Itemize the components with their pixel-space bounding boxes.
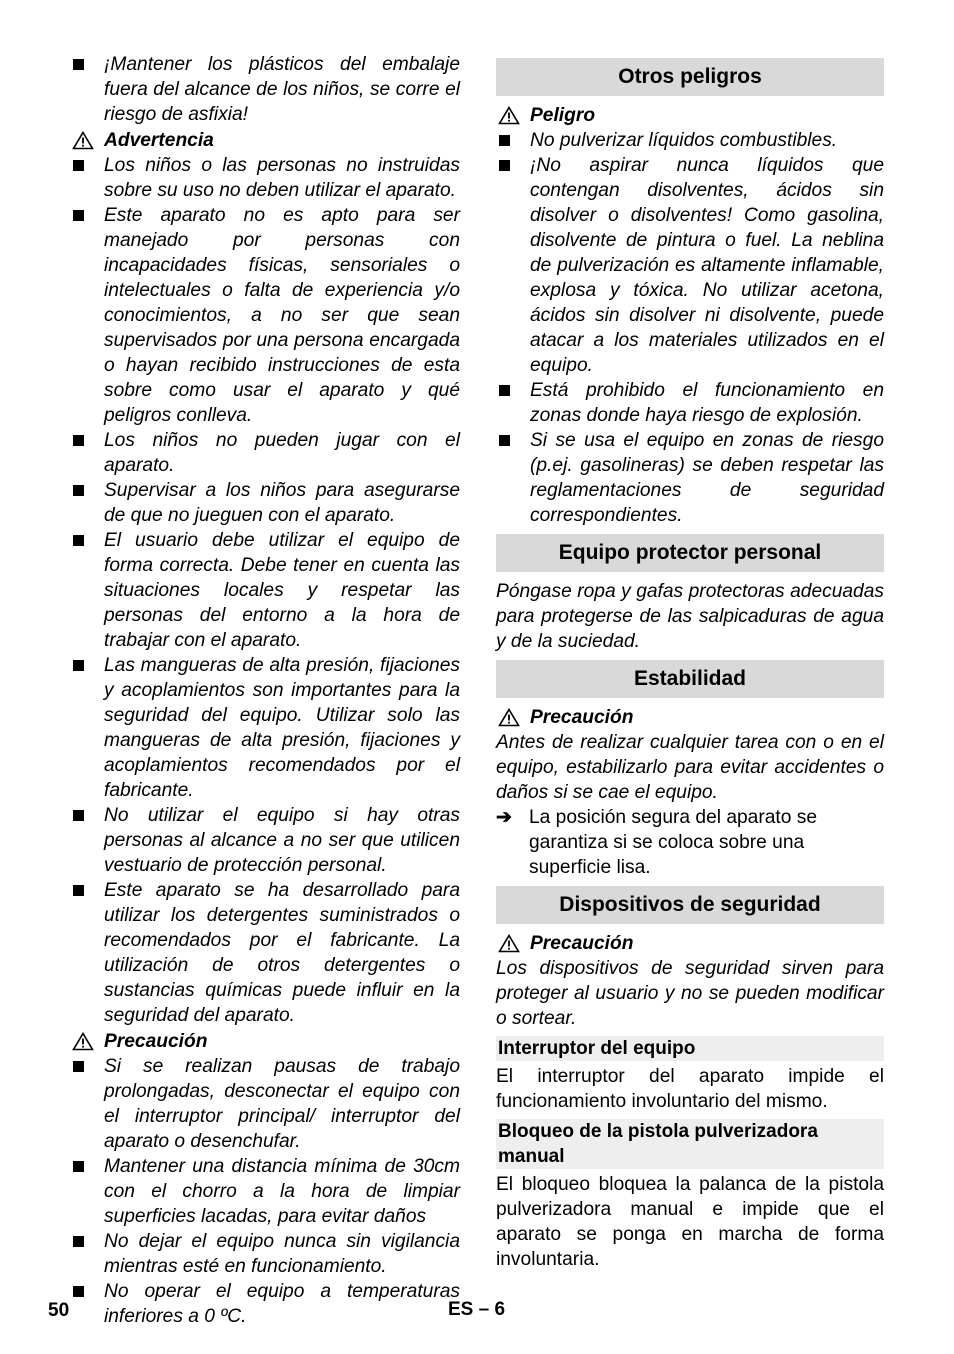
list-item-text: El usuario debe utilizar el equipo de forma correcta. Debe tener en cuenta las situaciones locales y respetar las personas del entorno a la hora de trabajar con el aparato. — [104, 530, 460, 651]
list-item-text: No utilizar el equipo si hay otras personas al alcance a no ser que utilicen vestuario de protección personal. — [104, 805, 460, 876]
list-item-text: Si se usa el equipo en zonas de riesgo (p.ej. gasolineras) se deben respetar las reglamentaciones de seguridad correspondientes. — [530, 430, 884, 526]
paragraph: El interruptor del aparato impide el funcionamiento involuntario del mismo. — [496, 1066, 884, 1112]
list-item — [70, 653, 460, 803]
left-column — [70, 52, 460, 1329]
square-bullet-icon — [73, 59, 84, 70]
list-item — [70, 1054, 460, 1154]
section-heading-equipo-protector: Equipo protector personal — [496, 534, 884, 572]
square-bullet-icon — [73, 1286, 84, 1297]
list-item-text: No dejar el equipo nunca sin vigilancia mientras esté en funcionamiento. — [104, 1231, 460, 1277]
square-bullet-icon — [73, 810, 84, 821]
list-item-text: Los niños no pueden jugar con el aparato. — [104, 430, 460, 476]
section-label: ES – 6 — [448, 1299, 506, 1320]
warning-icon — [498, 708, 520, 727]
list-item-text: ¡No aspirar nunca líquidos que contengan disolventes, ácidos sin disolver o disolventes! Como gasolina, disolvente de pintura o fuel. La neblina de pulverización es altamente inflamable, explosa y tóxica. No utilizar acetona, ácidos sin disolver ni disolvente, puede atacar a los materiales utilizados en el equipo. — [530, 155, 884, 376]
warning-icon — [72, 1032, 94, 1051]
bullet-list — [70, 153, 460, 1028]
square-bullet-icon — [73, 210, 84, 221]
list-item — [70, 153, 460, 203]
paragraph: Antes de realizar cualquier tarea con o en el equipo, estabilizarlo para evitar accidentes o daños si se cae el equipo. — [496, 732, 884, 803]
list-item — [70, 528, 460, 653]
square-bullet-icon — [73, 435, 84, 446]
warning-peligro — [496, 103, 884, 128]
list-item-text: No operar el equipo a temperaturas inferiores a 0 ºC. — [104, 1281, 460, 1327]
warning-label: Precaución — [104, 1031, 208, 1052]
list-item — [496, 153, 884, 378]
warning-icon — [498, 106, 520, 125]
subheading-interruptor: Interruptor del equipo — [496, 1036, 884, 1061]
warning-precaucion — [496, 931, 884, 956]
list-item-text: Supervisar a los niños para asegurarse de que no jueguen con el aparato. — [104, 480, 460, 526]
square-bullet-icon — [73, 1161, 84, 1172]
list-item — [70, 478, 460, 528]
bullet-list — [496, 128, 884, 528]
warning-label: Precaución — [530, 933, 634, 954]
warning-precaucion — [70, 1029, 460, 1054]
bullet-list — [70, 52, 460, 127]
warning-precaucion — [496, 705, 884, 730]
warning-label: Precaución — [530, 707, 634, 728]
list-item-text: ¡Mantener los plásticos del embalaje fuera del alcance de los niños, se corre el riesgo de asfixia! — [104, 54, 460, 125]
warning-icon — [498, 934, 520, 953]
section-heading-estabilidad: Estabilidad — [496, 660, 884, 698]
square-bullet-icon — [73, 485, 84, 496]
paragraph: Los dispositivos de seguridad sirven para proteger al usuario y no se pueden modificar o sortear. — [496, 958, 884, 1029]
list-item — [70, 878, 460, 1028]
list-item — [496, 428, 884, 528]
square-bullet-icon — [73, 660, 84, 671]
list-item-text: Las mangueras de alta presión, fijaciones y acoplamientos son importantes para la seguridad del equipo. Utilizar solo las mangueras de alta presión, fijaciones y acoplamientos recomendados por el fabricante. — [104, 655, 460, 801]
warning-label: Peligro — [530, 105, 596, 126]
list-item-text: Este aparato se ha desarrollado para utilizar los detergentes suministrados o recomendados por el fabricante. La utilización de otros detergentes o sustancias químicas puede influir en la seguridad del aparato. — [104, 880, 460, 1026]
list-item-text: Mantener una distancia mínima de 30cm con el chorro a la hora de limpiar superficies lacadas, para evitar daños — [104, 1156, 460, 1227]
section-heading-dispositivos: Dispositivos de seguridad — [496, 886, 884, 924]
list-item — [70, 803, 460, 878]
list-item — [70, 52, 460, 127]
list-item-text: Los niños o las personas no instruidas sobre su uso no deben utilizar el aparato. — [104, 155, 460, 201]
square-bullet-icon — [499, 385, 510, 396]
list-item-text: Este aparato no es apto para ser manejado por personas con incapacidades físicas, sensoriales o intelectuales o falta de experiencia y/o conocimientos, a no ser que sean supervisados por una persona encargada o hayan recibido instrucciones de esta sobre como usar el aparato y qué peligros conlleva. — [104, 205, 460, 426]
square-bullet-icon — [499, 135, 510, 146]
list-item — [70, 1279, 460, 1329]
list-item-text: Si se realizan pausas de trabajo prolongadas, desconectar el equipo con el interruptor principal/ interruptor del aparato o desenchufar. — [104, 1056, 460, 1152]
list-item — [496, 128, 884, 153]
list-item — [70, 1154, 460, 1229]
list-item — [496, 378, 884, 428]
right-column — [496, 52, 884, 1272]
square-bullet-icon — [73, 885, 84, 896]
square-bullet-icon — [499, 435, 510, 446]
list-item-text: Está prohibido el funcionamiento en zonas donde haya riesgo de explosión. — [530, 380, 884, 426]
warning-icon — [72, 131, 94, 150]
square-bullet-icon — [499, 160, 510, 171]
arrow-right-icon: ➔ — [496, 807, 513, 828]
square-bullet-icon — [73, 535, 84, 546]
list-item — [70, 1229, 460, 1279]
subheading-bloqueo: Bloqueo de la pistola pulverizadora manual — [496, 1119, 884, 1169]
bullet-list — [70, 1054, 460, 1329]
square-bullet-icon — [73, 1061, 84, 1072]
square-bullet-icon — [73, 160, 84, 171]
list-item — [70, 428, 460, 478]
warning-label: Advertencia — [104, 130, 214, 151]
page-number: 50 — [48, 1300, 70, 1321]
paragraph: El bloqueo bloquea la palanca de la pistola pulverizadora manual e impide que el aparato se ponga en marcha de forma involuntaria. — [496, 1174, 884, 1270]
section-heading-otros-peligros: Otros peligros — [496, 58, 884, 96]
list-item — [70, 203, 460, 428]
paragraph: Póngase ropa y gafas protectoras adecuadas para protegerse de las salpicaduras de agua y de la suciedad. — [496, 581, 884, 652]
square-bullet-icon — [73, 1236, 84, 1247]
result-item — [496, 805, 884, 880]
warning-advertencia — [70, 128, 460, 153]
result-text: La posición segura del aparato se garantiza si se coloca sobre una superficie lisa. — [529, 807, 818, 878]
list-item-text: No pulverizar líquidos combustibles. — [530, 130, 838, 151]
